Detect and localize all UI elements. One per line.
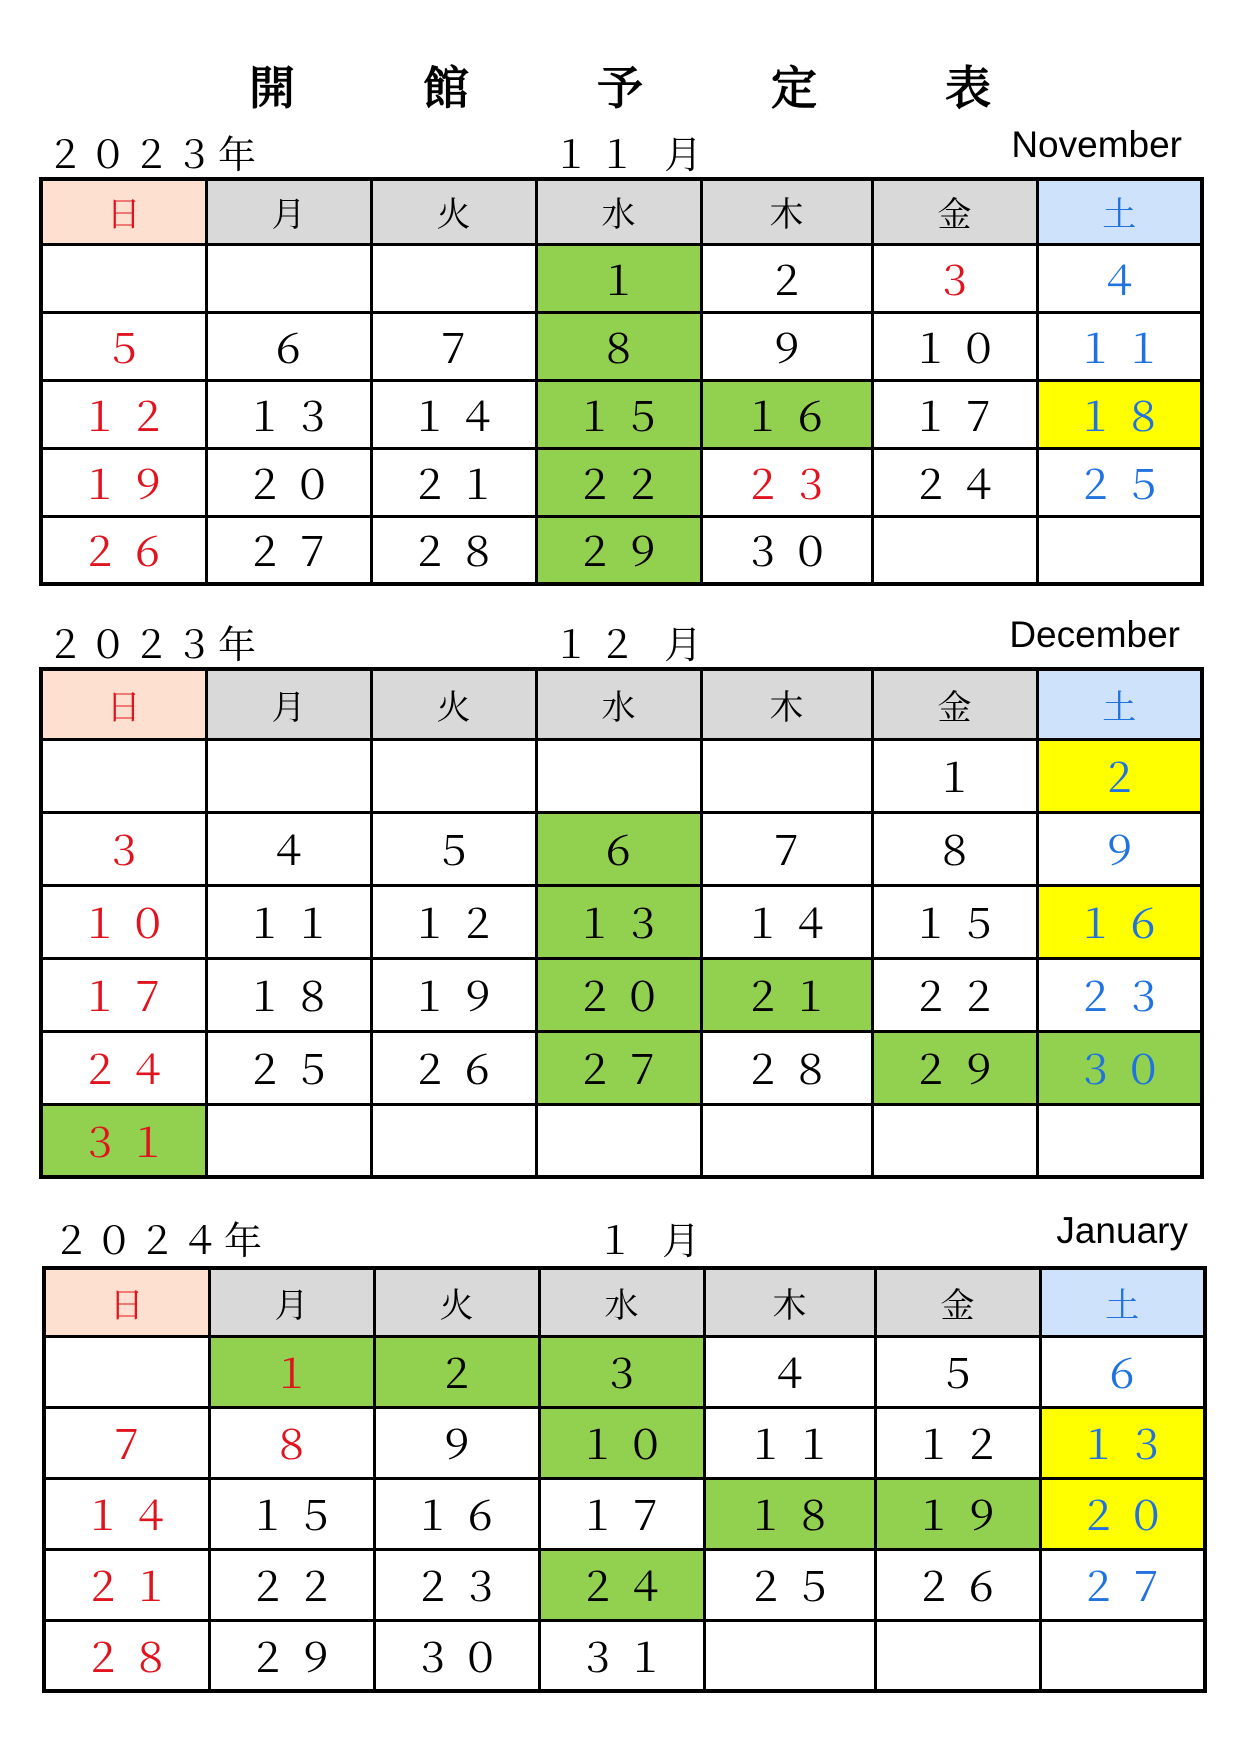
weekday-header: 月	[206, 669, 371, 739]
empty-day-cell	[704, 1620, 875, 1691]
weekday-header: 月	[206, 179, 371, 244]
day-cell: ８	[536, 312, 701, 380]
day-cell: １７	[872, 380, 1037, 448]
empty-day-cell	[701, 1104, 872, 1177]
day-cell: ６	[536, 812, 701, 885]
day-cell: ２５	[1037, 448, 1202, 516]
empty-day-cell	[371, 739, 536, 812]
week-row	[44, 1407, 1205, 1478]
week-row	[41, 448, 1202, 516]
day-cell: １１	[1037, 312, 1202, 380]
empty-day-cell	[536, 1104, 701, 1177]
day-cell: １	[209, 1336, 374, 1407]
day-cell: １６	[1037, 885, 1202, 958]
day-cell: １０	[872, 312, 1037, 380]
day-cell: ５	[371, 812, 536, 885]
day-cell: ２４	[41, 1031, 206, 1104]
day-cell: １７	[41, 958, 206, 1031]
day-cell: ６	[206, 312, 371, 380]
month-english-label: December	[1009, 614, 1180, 655]
day-cell: ２８	[371, 516, 536, 584]
calendar-january	[42, 1266, 1207, 1693]
empty-day-cell	[206, 1104, 371, 1177]
day-cell: ２１	[701, 958, 872, 1031]
day-cell: ２８	[701, 1031, 872, 1104]
day-cell: １４	[371, 380, 536, 448]
day-cell: １５	[536, 380, 701, 448]
weekday-header-row	[44, 1268, 1205, 1336]
day-cell: １２	[371, 885, 536, 958]
day-cell: ２０	[206, 448, 371, 516]
day-cell: １４	[44, 1478, 209, 1549]
day-cell: ２２	[209, 1549, 374, 1620]
day-cell: １２	[875, 1407, 1040, 1478]
day-cell: ４	[704, 1336, 875, 1407]
day-cell: １８	[206, 958, 371, 1031]
day-cell: １５	[209, 1478, 374, 1549]
weekday-header: 土	[1037, 669, 1202, 739]
day-cell: １５	[872, 885, 1037, 958]
day-cell: １６	[374, 1478, 539, 1549]
day-cell: ２	[1037, 739, 1202, 812]
day-cell: ２	[374, 1336, 539, 1407]
day-cell: １３	[1040, 1407, 1205, 1478]
weekday-header: 土	[1040, 1268, 1205, 1336]
empty-day-cell	[701, 739, 872, 812]
day-cell: ３	[41, 812, 206, 885]
month-label: １ 月	[596, 1219, 709, 1263]
day-cell: ２	[701, 244, 872, 312]
weekday-header-row	[41, 179, 1202, 244]
weekday-header: 金	[872, 179, 1037, 244]
week-row	[41, 516, 1202, 584]
empty-day-cell	[44, 1336, 209, 1407]
day-cell: ２４	[872, 448, 1037, 516]
week-row	[41, 958, 1202, 1031]
month-header-january	[0, 1210, 1240, 1263]
day-cell: ３	[539, 1336, 704, 1407]
day-cell: ２９	[536, 516, 701, 584]
empty-day-cell	[206, 739, 371, 812]
weekday-header: 水	[536, 669, 701, 739]
day-cell: ２７	[1040, 1549, 1205, 1620]
day-cell: １８	[1037, 380, 1202, 448]
day-cell: ４	[206, 812, 371, 885]
weekday-header: 火	[374, 1268, 539, 1336]
day-cell: ２７	[536, 1031, 701, 1104]
empty-day-cell	[1040, 1620, 1205, 1691]
day-cell: ２３	[701, 448, 872, 516]
day-cell: ３１	[539, 1620, 704, 1691]
weekday-header: 火	[371, 179, 536, 244]
day-cell: ５	[41, 312, 206, 380]
calendar-november	[39, 177, 1204, 586]
weekday-header: 月	[209, 1268, 374, 1336]
weekday-header: 火	[371, 669, 536, 739]
day-cell: １９	[41, 448, 206, 516]
empty-day-cell	[872, 516, 1037, 584]
day-cell: ３	[872, 244, 1037, 312]
year-label: ２０２３年	[46, 133, 262, 177]
day-cell: ２２	[872, 958, 1037, 1031]
day-cell: ７	[701, 812, 872, 885]
year-label: ２０２３年	[46, 623, 262, 667]
day-cell: ２３	[374, 1549, 539, 1620]
day-cell: １０	[41, 885, 206, 958]
day-cell: ２６	[371, 1031, 536, 1104]
month-label: １２ 月	[552, 623, 711, 667]
empty-day-cell	[1037, 1104, 1202, 1177]
week-row	[44, 1478, 1205, 1549]
empty-day-cell	[872, 1104, 1037, 1177]
day-cell: ２６	[41, 516, 206, 584]
day-cell: ２９	[209, 1620, 374, 1691]
day-cell: ８	[872, 812, 1037, 885]
month-label: １１ 月	[552, 133, 711, 177]
day-cell: ３０	[701, 516, 872, 584]
empty-day-cell	[536, 739, 701, 812]
weekday-header: 水	[539, 1268, 704, 1336]
day-cell: ２５	[704, 1549, 875, 1620]
day-cell: １１	[206, 885, 371, 958]
week-row	[41, 312, 1202, 380]
week-row	[41, 244, 1202, 312]
weekday-header: 木	[701, 179, 872, 244]
weekday-header-row	[41, 669, 1202, 739]
day-cell: ２８	[44, 1620, 209, 1691]
day-cell: １１	[704, 1407, 875, 1478]
day-cell: ９	[374, 1407, 539, 1478]
day-cell: １	[536, 244, 701, 312]
day-cell: １８	[704, 1478, 875, 1549]
day-cell: ２９	[872, 1031, 1037, 1104]
day-cell: ３０	[1037, 1031, 1202, 1104]
week-row	[41, 1104, 1202, 1177]
weekday-header: 水	[536, 179, 701, 244]
day-cell: ２６	[875, 1549, 1040, 1620]
day-cell: ５	[875, 1336, 1040, 1407]
calendar-december	[39, 667, 1204, 1179]
week-row	[41, 885, 1202, 958]
day-cell: １９	[371, 958, 536, 1031]
week-row	[41, 812, 1202, 885]
day-cell: ９	[701, 312, 872, 380]
week-row	[44, 1336, 1205, 1407]
weekday-header: 木	[701, 669, 872, 739]
week-row	[41, 739, 1202, 812]
day-cell: １４	[701, 885, 872, 958]
empty-day-cell	[1037, 516, 1202, 584]
empty-day-cell	[206, 244, 371, 312]
empty-day-cell	[41, 244, 206, 312]
year-label: ２０２４年	[52, 1219, 268, 1263]
week-row	[44, 1549, 1205, 1620]
day-cell: ７	[371, 312, 536, 380]
day-cell: ２５	[206, 1031, 371, 1104]
weekday-header: 金	[875, 1268, 1040, 1336]
day-cell: １３	[536, 885, 701, 958]
day-cell: １０	[539, 1407, 704, 1478]
weekday-header: 土	[1037, 179, 1202, 244]
day-cell: １７	[539, 1478, 704, 1549]
month-header-november	[0, 124, 1240, 177]
day-cell: １２	[41, 380, 206, 448]
weekday-header: 木	[704, 1268, 875, 1336]
weekday-header: 金	[872, 669, 1037, 739]
day-cell: ２４	[539, 1549, 704, 1620]
day-cell: ２１	[371, 448, 536, 516]
page-title: 開 館 予 定 表	[248, 61, 1048, 115]
month-header-december	[0, 614, 1240, 667]
day-cell: １	[872, 739, 1037, 812]
month-english-label: January	[1056, 1210, 1188, 1251]
day-cell: ２７	[206, 516, 371, 584]
empty-day-cell	[41, 739, 206, 812]
weekday-header: 日	[41, 669, 206, 739]
day-cell: １３	[206, 380, 371, 448]
month-english-label: November	[1011, 124, 1182, 165]
day-cell: ３１	[41, 1104, 206, 1177]
day-cell: ２０	[536, 958, 701, 1031]
weekday-header: 日	[44, 1268, 209, 1336]
day-cell: １９	[875, 1478, 1040, 1549]
day-cell: ８	[209, 1407, 374, 1478]
day-cell: ４	[1037, 244, 1202, 312]
day-cell: ７	[44, 1407, 209, 1478]
empty-day-cell	[371, 244, 536, 312]
day-cell: ２１	[44, 1549, 209, 1620]
week-row	[41, 1031, 1202, 1104]
weekday-header: 日	[41, 179, 206, 244]
week-row	[41, 380, 1202, 448]
empty-day-cell	[371, 1104, 536, 1177]
day-cell: ２２	[536, 448, 701, 516]
day-cell: ３０	[374, 1620, 539, 1691]
day-cell: ６	[1040, 1336, 1205, 1407]
day-cell: ９	[1037, 812, 1202, 885]
day-cell: １６	[701, 380, 872, 448]
day-cell: ２０	[1040, 1478, 1205, 1549]
week-row	[44, 1620, 1205, 1691]
day-cell: ２３	[1037, 958, 1202, 1031]
empty-day-cell	[875, 1620, 1040, 1691]
